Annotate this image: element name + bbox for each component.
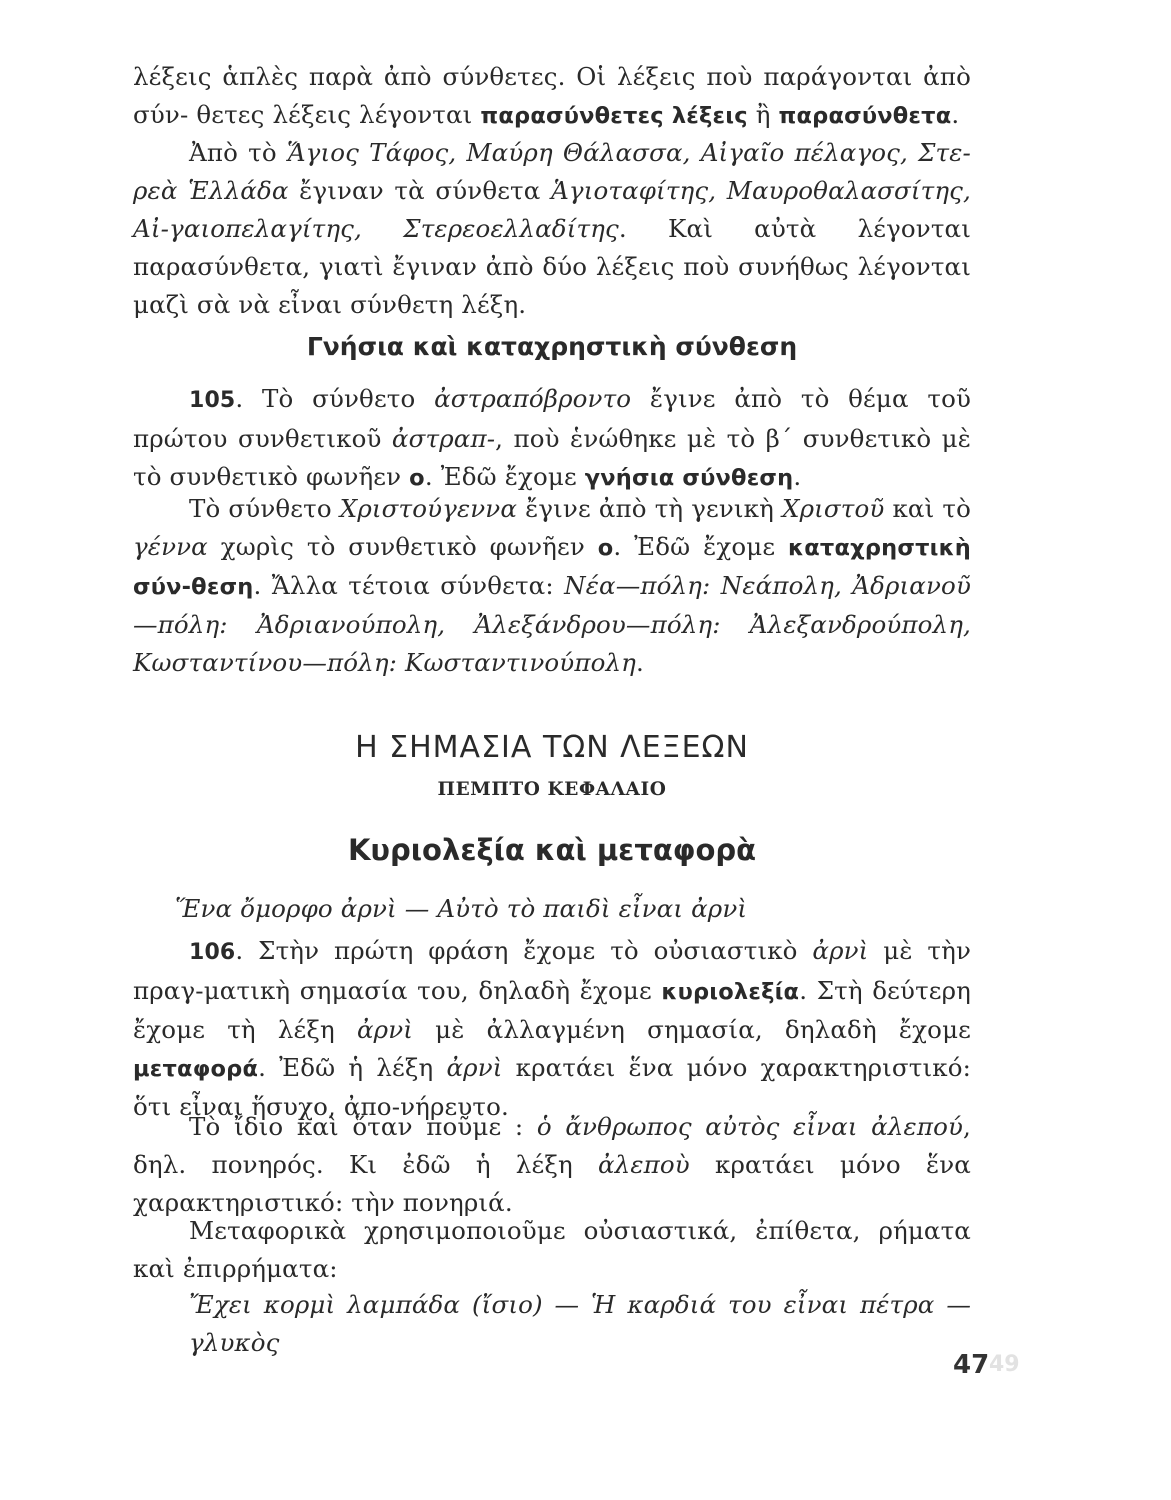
text-span: . Ἐδῶ ἔχομε bbox=[613, 532, 789, 561]
bold-term: παρασύνθετα bbox=[778, 103, 952, 129]
italic-example: Ἔχει κορμὶ λαμπάδα (ἴσιο) — Ἡ καρδιά του εἶναι πέτρα — γλυκὸς bbox=[189, 1290, 971, 1357]
example-line bbox=[133, 890, 971, 928]
italic-term: ἀρνὶ bbox=[446, 1053, 503, 1082]
paragraph-106-metaphor bbox=[133, 1212, 971, 1288]
italic-term: ἀρνὶ bbox=[812, 936, 869, 965]
paragraph-105-continued bbox=[133, 490, 971, 682]
bold-term: ο bbox=[597, 535, 614, 561]
text-span: μὲ ἀλλαγμένη σημασία, δηλαδὴ ἔχομε bbox=[413, 1015, 971, 1044]
bold-term: γνήσια σύνθεση bbox=[584, 465, 794, 491]
italic-term: Ἁγιοταφίτης, Μαυροθαλασσίτης, Αἰ-γαιοπελαγίτης, Στερεοελλαδίτης bbox=[133, 176, 971, 243]
paragraph-number: 105 bbox=[189, 388, 236, 413]
text-span: μὲ τὴν πραγ-ματικὴ σημασία του, δηλαδὴ ἔχομε bbox=[133, 936, 972, 1005]
paragraph-last-line bbox=[133, 1286, 971, 1362]
heading-kyriolexia: Κυριολεξία καὶ μεταφορὰ bbox=[347, 833, 757, 867]
text-span: . Ἐδῶ ἔχομε bbox=[424, 462, 585, 491]
chapter-title: ΠΕΜΠΤΟ ΚΕΦΑΛΑΙΟ bbox=[437, 779, 667, 800]
text-span: ἔγινε ἀπὸ τὸ θέμα τοῦ πρώτου συνθετικοῦ bbox=[133, 384, 972, 453]
text-span: κρατάει μόνο ἕνα χαρακτηριστικό: τὴν πονηριά. bbox=[133, 1150, 971, 1217]
text-span: . bbox=[636, 648, 644, 677]
paragraph-number: 106 bbox=[189, 940, 236, 965]
paragraph-text bbox=[133, 490, 971, 682]
text-span: καὶ τὸ bbox=[884, 494, 971, 523]
text-span: ἔγινε ἀπὸ τὴ γενικὴ bbox=[517, 494, 782, 523]
italic-term: ἀλεποὺ bbox=[597, 1150, 690, 1179]
text-span: . Στὴ δεύτερη ἔχομε τὴ λέξη bbox=[133, 976, 971, 1044]
example-line-block bbox=[133, 890, 971, 928]
italic-term: ὁ ἄνθρωπος αὐτὸς εἶναι ἀλεπού bbox=[536, 1112, 964, 1141]
heading-genuine-compound: Γνήσια καὶ καταχρηστικὴ σύνθεση bbox=[306, 332, 798, 361]
paragraph-text bbox=[133, 932, 971, 1126]
last-line bbox=[133, 1286, 971, 1362]
bold-term: ο bbox=[409, 465, 425, 491]
bold-term: κυριολεξία bbox=[661, 979, 800, 1005]
italic-term: Χριστοῦ bbox=[782, 494, 885, 523]
text-span: χωρὶς τὸ συνθετικὸ φωνῆεν bbox=[207, 532, 598, 561]
section-heading bbox=[133, 833, 971, 867]
text-span: Τὸ σύνθετο bbox=[189, 494, 340, 523]
text-span: ἢ bbox=[747, 100, 779, 129]
paragraph-text bbox=[133, 134, 971, 324]
text-span: . Ἐδῶ ἡ λέξη bbox=[258, 1053, 447, 1082]
italic-term: ἀστραπόβροντο bbox=[434, 384, 632, 413]
text-line bbox=[133, 58, 971, 135]
italic-term: Χριστούγεννα bbox=[339, 494, 518, 523]
italic-example: Ἕνα ὄμορφο ἀρνὶ — Αὐτὸ τὸ παιδὶ εἶναι ἀρνὶ bbox=[175, 894, 748, 923]
italic-term: ἀστραπ- bbox=[391, 424, 496, 453]
text-span: κρατάει ἕνα μόνο χαρακτηριστικό: ὅτι εἶναι ἥσυχο, ἀπο-νήρευτο. bbox=[133, 1053, 971, 1121]
paragraph-text: Μεταφορικὰ χρησιμοποιοῦμε οὐσιαστικά, ἐπίθετα, ρήματα καὶ ἐπιρρήματα: bbox=[133, 1216, 971, 1283]
italic-term: γέννα bbox=[133, 532, 208, 561]
text-span: , ποὺ ἑνώθηκε μὲ τὸ β΄ συνθετικὸ μὲ τὸ συνθετικὸ φωνῆεν bbox=[133, 424, 971, 491]
text-span: . bbox=[793, 462, 802, 491]
text-span: Ἀπὸ τὸ bbox=[189, 138, 287, 167]
italic-term: Ἅγιος Τάφος, Μαύρη Θάλασσα, Αἰγαῖο πέλαγος, Στε-ρεὰ Ἑλλάδα bbox=[133, 138, 971, 205]
bold-term: παρασύνθετες λέξεις bbox=[480, 103, 748, 129]
paragraph-106-continued bbox=[133, 1108, 971, 1222]
italic-term: Νέα—πόλη: Νεάπολη, Ἀδριανοῦ—πόλη: Ἀδριανούπολη, Ἀλεξάνδρου—πόλη: Ἀλεξανδρούπολη, Κωσταντίνου—πόλη: Κωσταντινούπολη bbox=[133, 571, 971, 677]
paragraph-text bbox=[133, 1108, 971, 1222]
text-span: ἔγιναν τὰ σύνθετα bbox=[288, 176, 552, 205]
bold-term: καταχρηστικὴ σύν-θεση bbox=[133, 535, 971, 600]
paragraph-text bbox=[133, 380, 971, 497]
paragraph-105 bbox=[133, 380, 971, 497]
part-title: Η ΣΗΜΑΣΙΑ ΤΩΝ ΛΕΞΕΩΝ bbox=[355, 730, 749, 765]
paragraph-parasyntheta bbox=[133, 134, 971, 324]
text-span: λέξεις ἁπλὲς παρὰ ἀπὸ σύνθετες. Οἱ λέξεις ποὺ παράγονται ἀπὸ σύν- bbox=[133, 62, 971, 129]
text-span: . bbox=[951, 100, 960, 129]
text-span: . Καὶ αὐτὰ λέγονται παρασύνθετα, γιατὶ ἔγιναν ἀπὸ δύο λέξεις ποὺ συνήθως λέγονται μαζὶ σὰ νὰ εἶναι σύνθετη λέξη. bbox=[133, 214, 971, 319]
text-span: θετες λέξεις λέγονται bbox=[196, 100, 481, 129]
italic-term: ἀρνὶ bbox=[356, 1015, 414, 1044]
ghost-page-number: 49 bbox=[989, 1352, 1020, 1377]
text-span: , δηλ. πονηρός. Κι ἐδῶ ἡ λέξη bbox=[133, 1112, 971, 1179]
paragraph-intro bbox=[133, 58, 971, 135]
text-span: . Στὴν πρώτη φράση ἔχομε τὸ οὐσιαστικὸ bbox=[235, 936, 813, 965]
chapter-title-block bbox=[133, 779, 971, 800]
text-span: Τὸ ἴδιο καὶ ὅταν ποῦμε : bbox=[189, 1112, 537, 1141]
text-span: . Τὸ σύνθετο bbox=[235, 384, 435, 413]
paragraph-106 bbox=[133, 932, 971, 1126]
text-span: . Ἄλλα τέτοια σύνθετα: bbox=[253, 571, 565, 600]
part-title-block bbox=[133, 730, 971, 765]
page-number: 47 bbox=[953, 1350, 990, 1380]
section-heading bbox=[133, 332, 971, 361]
bold-term: μεταφορά bbox=[133, 1056, 259, 1082]
